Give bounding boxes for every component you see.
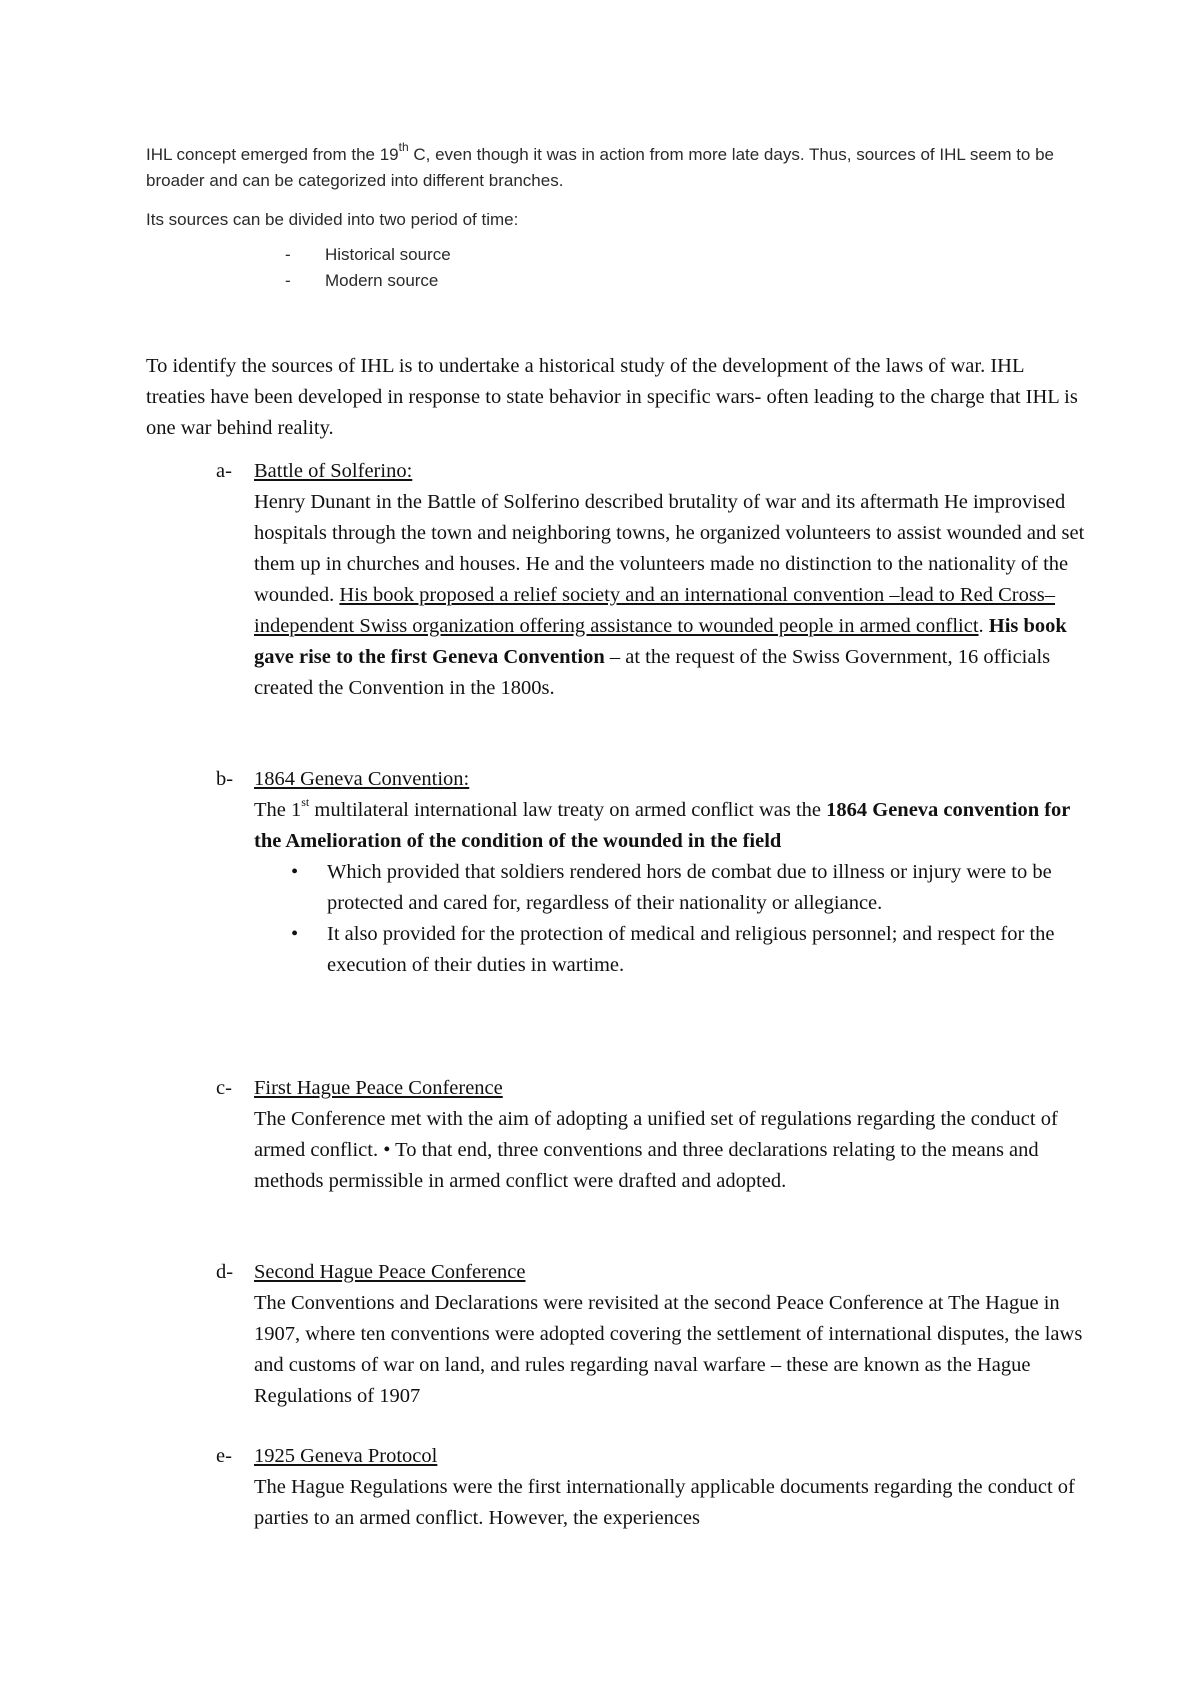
intro-text-end: C, even though it was in action from more late days. Thus, sources of IHL seem to be broader and can be categorized into different branches. (146, 145, 1055, 190)
list-item (285, 268, 451, 294)
section-1925-geneva-protocol (146, 1441, 1086, 1534)
dash-marker: - (285, 271, 291, 290)
body-text: Henry Dunant in the Battle of Solferino described brutality of war and its aftermath He improvised hospitals through the town and neighboring towns, he organized volunteers to assist wounded and set them up in churches and houses. He and the volunteers made no distinction to the nationality of the wounded. (254, 491, 1085, 606)
list-item-label: Which provided that soldiers rendered hors de combat due to illness or injury were to be protected and cared for, regardless of their nationality or allegiance. (327, 861, 1052, 914)
intro-paragraph (146, 142, 1076, 194)
source-period-list (285, 242, 451, 294)
body-text: – at the request of the Swiss Government, 16 officials created the Convention in the 1800s. (254, 646, 1051, 699)
list-item (254, 919, 1086, 981)
body-text: . (978, 615, 989, 637)
section-body: The Hague Regulations were the first internationally applicable documents regarding the conduct of parties to an armed conflict. However, the experiences (254, 1476, 1075, 1529)
section-heading: 1864 Geneva Convention: (254, 768, 470, 790)
bullet-list (254, 857, 1086, 981)
section-first-hague-peace-conference (146, 1073, 1086, 1197)
section-heading: First Hague Peace Conference (254, 1077, 503, 1099)
bullet-icon: • (291, 923, 299, 945)
section-letter: d- (216, 1261, 234, 1283)
bold-text: His book gave rise to the first Geneva Convention (254, 615, 1067, 668)
body-text: The 1 (254, 799, 302, 821)
section-battle-of-solferino (146, 456, 1086, 704)
section-body (254, 487, 1086, 704)
section-second-hague-peace-conference (146, 1257, 1086, 1412)
list-item (254, 857, 1086, 919)
bold-text: 1864 Geneva convention for the Amelioration of the condition of the wounded in the field (254, 799, 1071, 852)
underlined-text: His book proposed a relief society and an international convention –lead to Red Cross– independent Swiss organization offering assistance to wounded people in armed conflict (254, 584, 1056, 637)
section-heading: Battle of Solferino: (254, 460, 413, 482)
section-body (254, 795, 1086, 857)
section-letter: c- (216, 1077, 232, 1099)
bullet-icon: • (291, 861, 299, 883)
section-letter: b- (216, 768, 234, 790)
section-body: The Conventions and Declarations were revisited at the second Peace Conference at The Hague in 1907, where ten conventions were adopted covering the settlement of international disputes, the laws and customs of war on land, and rules regarding naval warfare – these are known as the Hague Regulations of 1907 (254, 1292, 1083, 1407)
intro-superscript: th (398, 140, 409, 155)
intro-text-start: IHL concept emerged from the 19 (146, 145, 399, 164)
list-item (285, 242, 451, 268)
body-text: multilateral international law treaty on armed conflict was the (309, 799, 827, 821)
section-body: The Conference met with the aim of adopting a unified set of regulations regarding the conduct of armed conflict. • To that end, three conventions and three declarations relating to the means and methods permissible in armed conflict were drafted and adopted. (254, 1108, 1058, 1192)
section-heading: Second Hague Peace Conference (254, 1261, 526, 1283)
superscript: st (301, 795, 310, 810)
main-paragraph: To identify the sources of IHL is to undertake a historical study of the development of the laws of war. IHL treaties have been developed in response to state behavior in specific wars- often leading to the charge that IHL is one war behind reality. (146, 355, 1078, 439)
section-1864-geneva-convention (146, 764, 1086, 981)
section-heading: 1925 Geneva Protocol (254, 1445, 438, 1467)
list-item-label: Modern source (325, 271, 439, 290)
intro-sources-line: Its sources can be divided into two period of time: (146, 210, 519, 229)
list-item-label: It also provided for the protection of medical and religious personnel; and respect for the execution of their duties in wartime. (327, 923, 1055, 976)
section-letter: a- (216, 460, 232, 482)
list-item-label: Historical source (325, 245, 451, 264)
section-letter: e- (216, 1445, 232, 1467)
dash-marker: - (285, 245, 291, 264)
